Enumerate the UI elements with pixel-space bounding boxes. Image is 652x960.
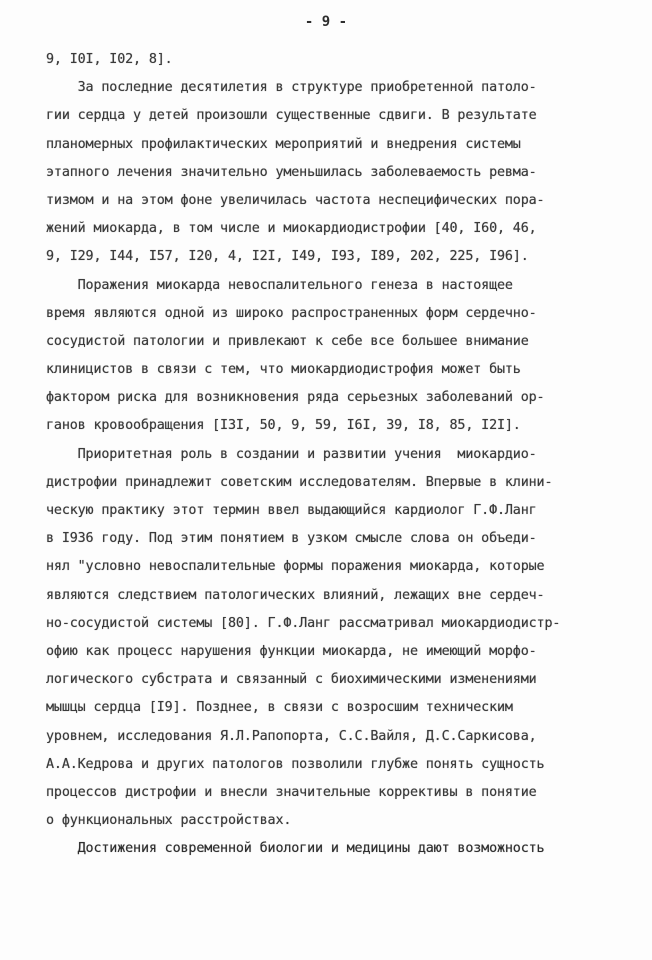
text-line: мышцы сердца [I9]. Позднее, в связи с возросшим техническим (46, 700, 513, 716)
text-line: планомерных профилактических мероприятий и внедрения системы (46, 136, 521, 152)
text-line: этапного лечения значительно уменьшилась заболеваемость ревма- (46, 164, 537, 180)
text-line: дистрофии принадлежит советским исследователям. Впервые в клини- (46, 474, 553, 490)
text-line: о функциональных расстройствах. (46, 813, 292, 829)
text-line: в I936 году. Под этим понятием в узком смысле слова он объеди- (46, 531, 537, 547)
text-line: гии сердца у детей произошли существенные сдвиги. В результате (46, 108, 537, 124)
text-line: являются следствием патологических влияний, лежащих вне сердеч- (46, 587, 545, 603)
text-line: тизмом и на этом фоне увеличилась частота неспецифических пора- (46, 192, 545, 208)
text-line: уровнем, исследования Я.Л.Рапопорта, С.С.Вайля, Д.С.Саркисова, (46, 728, 537, 744)
text-line: 9, I29, I44, I57, I20, 4, I2I, I49, I93, I89, 202, 225, I96]. (46, 249, 529, 265)
text-line: фактором риска для возникновения ряда серьезных заболеваний ор- (46, 390, 545, 406)
page-number: - 9 - (304, 14, 348, 30)
text-line: За последние десятилетия в структуре приобретенной патоло- (46, 80, 537, 96)
text-line: но-сосудистой системы [80]. Г.Ф.Ланг рассматривал миокардиодистр- (46, 615, 561, 631)
text-line: 9, I0I, I02, 8]. (46, 52, 173, 67)
text-line: процессов дистрофии и внесли значительные коррективы в понятие (46, 784, 537, 800)
text-line: жений миокарда, в том числе и миокардиодистрофии [40, I60, 46, (46, 221, 537, 237)
text-line: время являются одной из широко распространенных форм сердечно- (46, 305, 537, 321)
text-line: логического субстрата и связанный с биохимическими изменениями (46, 672, 537, 688)
text-line: нял "условно невоспалительные формы поражения миокарда, которые (46, 559, 545, 575)
text-line: Приоритетная роль в создании и развитии учения миокардио- (46, 446, 537, 462)
text-line: клиницистов в связи с тем, что миокардиодистрофия может быть (46, 362, 521, 378)
text-line: А.А.Кедрова и других патологов позволили глубже понять сущность (46, 756, 545, 772)
text-line: ганов кровообращения [I3I, 50, 9, 59, I6I, 39, I8, 85, I2I]. (46, 418, 521, 434)
text-line: офию как процесс нарушения функции миокарда, не имеющий морфо- (46, 643, 537, 659)
text-line: Достижения современной биологии и медицины дают возможность (46, 841, 545, 857)
text-line: ческую практику этот термин ввел выдающийся кардиолог Г.Ф.Ланг (46, 503, 537, 518)
text-line: Поражения миокарда невоспалительного генеза в настоящее (46, 277, 513, 293)
body-text (46, 46, 626, 863)
text-line: сосудистой патологии и привлекают к себе все большее внимание (46, 333, 529, 349)
